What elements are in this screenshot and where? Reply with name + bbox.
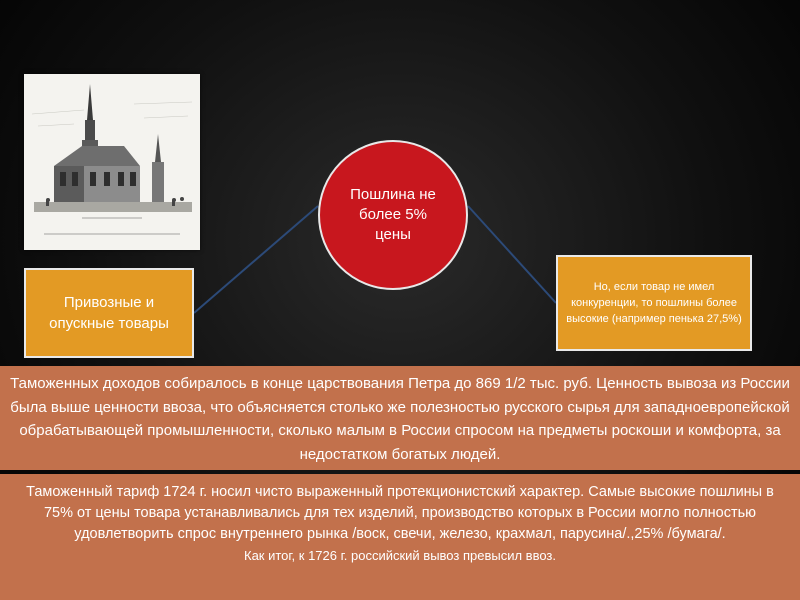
exception-text: Но, если товар не имел конкуренции, то пошлины более высокие (например пенька 27,5%) (566, 281, 742, 325)
customs-revenue-band (0, 366, 800, 470)
exception-box (556, 255, 752, 351)
connector-right (468, 206, 556, 303)
connector-left (194, 206, 318, 313)
imported-goods-text: Привозные и опускные товары (49, 294, 169, 332)
duty-circle-text: Пошлина не более 5% цены (350, 186, 436, 243)
duty-circle (318, 140, 468, 290)
tariff-1724-text: Таможенный тариф 1724 г. носил чисто выраженный протекционистский характер. Самые высокие пошлины в 75% от цены товара устанавливались для тех изделий, производство которых в России могло полностью удовлетворить спрос внутреннего рынка /воск, свечи, железо, крахмал, парусина/.,25% /бумага/. (26, 484, 774, 542)
customs-revenue-text: Таможенных доходов собиралось в конце царствования Петра до 869 1/2 тыс. руб. Ценность вывоза из России была выше ценности ввоза, что объясняется столько же полезностью русского сырья для западноевропейской обрабатывающей промышленности, сколько малым в России спросом на предметы роскоши и комфорта, за недостатком богатых людей. (10, 375, 790, 463)
imported-goods-box (24, 268, 194, 358)
tariff-1724-band (0, 474, 800, 600)
conclusion-text: Как итог, к 1726 г. российский вывоз превысил ввоз. (244, 548, 556, 563)
